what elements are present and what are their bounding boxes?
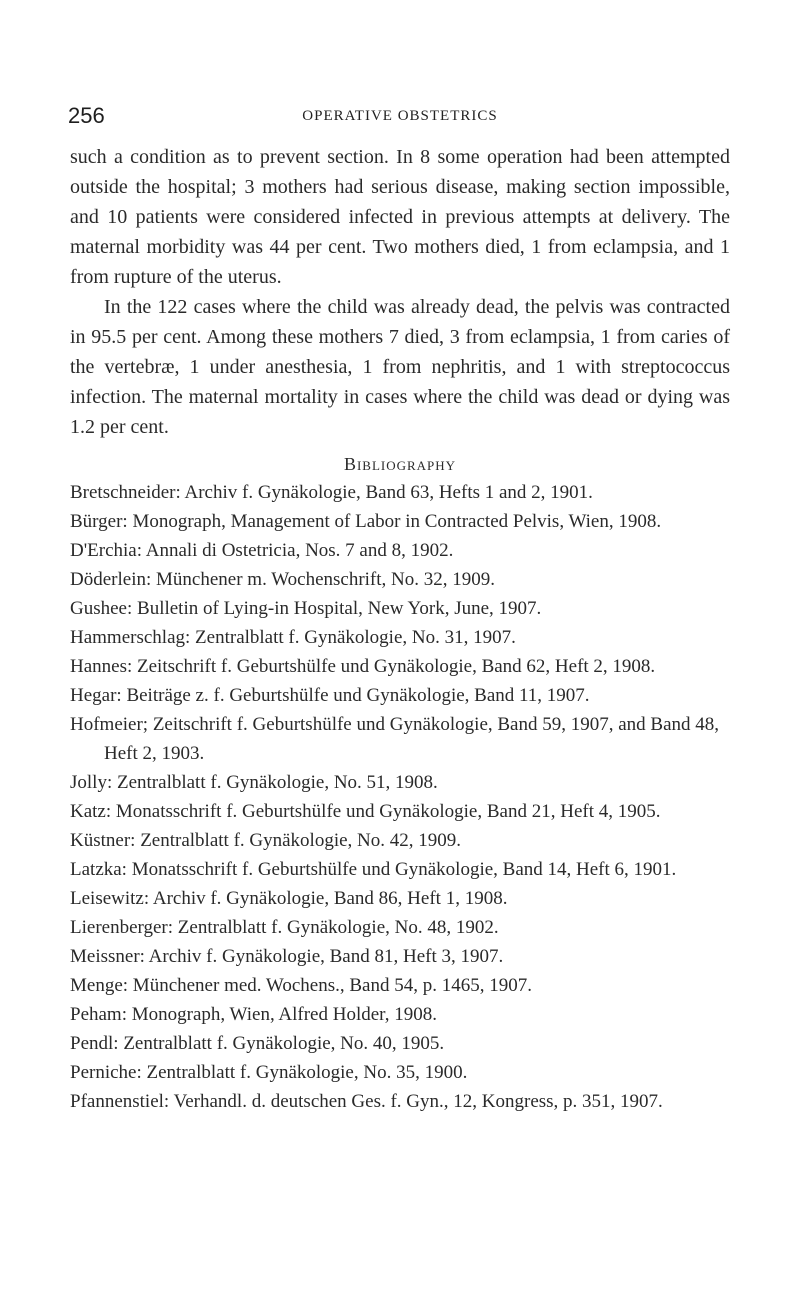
bibliography-entry (70, 478, 730, 507)
bibliography-entry (70, 565, 730, 594)
running-head (68, 102, 732, 132)
bibliography-reference: Münchener m. Wochenschrift, No. 32, 1909. (156, 569, 496, 590)
bibliography-author: Jolly: (70, 772, 113, 793)
bibliography-author: Meissner: (70, 946, 145, 967)
bibliography-author: Perniche: (70, 1062, 142, 1083)
bibliography-reference: Zentralblatt f. Gynäkologie, No. 48, 1902. (177, 917, 499, 938)
bibliography-author: D'Erchia: (70, 540, 143, 561)
bibliography-entry (70, 710, 730, 768)
bibliography-entry (70, 797, 730, 826)
bibliography-reference: Zentralblatt f. Gynäkologie, No. 40, 1905. (123, 1033, 445, 1054)
bibliography-entry (70, 594, 730, 623)
bibliography-entry (70, 913, 730, 942)
bibliography-heading: Bibliography (343, 454, 457, 474)
bibliography-entry (70, 681, 730, 710)
bibliography-author: Hannes: (70, 656, 133, 677)
bibliography-reference: Zentralblatt f. Gynäkologie, No. 31, 1907. (195, 627, 516, 648)
bibliography-author: Gushee: (70, 598, 133, 619)
bibliography-author: Hammerschlag: (70, 627, 191, 648)
bibliography-entry (70, 884, 730, 913)
bibliography-entry (70, 507, 730, 536)
running-title: OPERATIVE OBSTETRICS (302, 108, 498, 124)
body-text (70, 142, 730, 1116)
page-number: 256 (68, 103, 105, 128)
bibliography-entry (70, 826, 730, 855)
bibliography-list (70, 478, 730, 1116)
bibliography-reference: Zeitschrift f. Geburtshülfe und Gynäkologie, Band 59, 1907, and Band 48, Heft 2, 1903. (104, 714, 720, 764)
bibliography-author: Küstner: (70, 830, 136, 851)
bibliography-author: Hegar: (70, 685, 122, 706)
bibliography-entry (70, 1000, 730, 1029)
bibliography-reference: Verhandl. d. deutschen Ges. f. Gyn., 12, Kongress, p. 351, 1907. (173, 1091, 663, 1112)
bibliography-entry (70, 942, 730, 971)
bibliography-reference: Zeitschrift f. Geburtshülfe und Gynäkologie, Band 62, Heft 2, 1908. (137, 656, 656, 677)
bibliography-author: Menge: (70, 975, 129, 996)
bibliography-reference: Monograph, Wien, Alfred Holder, 1908. (131, 1004, 437, 1025)
bibliography-reference: Archiv f. Gynäkologie, Band 86, Heft 1, 1908. (152, 888, 508, 909)
bibliography-reference: Archiv f. Gynäkologie, Band 81, Heft 3, 1907. (148, 946, 504, 967)
bibliography-author: Latzka: (70, 859, 127, 880)
bibliography-author: Lierenberger: (70, 917, 174, 938)
bibliography-author: Leisewitz: (70, 888, 150, 909)
bibliography-entry (70, 855, 730, 884)
bibliography-entry (70, 536, 730, 565)
bibliography-entry (70, 623, 730, 652)
bibliography-author: Pfannenstiel: (70, 1091, 170, 1112)
bibliography-entry (70, 1029, 730, 1058)
bibliography-reference: Monatsschrift f. Geburtshülfe und Gynäkologie, Band 21, Heft 4, 1905. (115, 801, 661, 822)
bibliography-author: Pendl: (70, 1033, 119, 1054)
bibliography-reference: Bulletin of Lying-in Hospital, New York, June, 1907. (137, 598, 542, 619)
paragraph-continuation: such a condition as to prevent section. In 8 some operation had been attempted outside the hospital; 3 mothers had serious disease, making section impossible, and 10 patients were considered infected in previous attempts at delivery. The maternal morbidity was 44 per cent. Two mothers died, 1 from eclampsia, and 1 from rupture of the uterus. (70, 146, 730, 288)
bibliography-reference: Monatsschrift f. Geburtshülfe und Gynäkologie, Band 14, Heft 6, 1901. (131, 859, 677, 880)
bibliography-reference: Münchener med. Wochens., Band 54, p. 1465, 1907. (132, 975, 532, 996)
bibliography-reference: Zentralblatt f. Gynäkologie, No. 51, 1908. (116, 772, 438, 793)
bibliography-author: Hofmeier; (70, 714, 149, 735)
bibliography-entry (70, 971, 730, 1000)
bibliography-reference: Beiträge z. f. Geburtshülfe und Gynäkologie, Band 11, 1907. (126, 685, 590, 706)
bibliography-entry (70, 768, 730, 797)
bibliography-entry (70, 1087, 730, 1116)
bibliography-author: Katz: (70, 801, 112, 822)
bibliography-entry (70, 1058, 730, 1087)
bibliography-reference: Monograph, Management of Labor in Contracted Pelvis, Wien, 1908. (132, 511, 662, 532)
bibliography-entry (70, 652, 730, 681)
bibliography-author: Bürger: (70, 511, 128, 532)
bibliography-author: Döderlein: (70, 569, 152, 590)
bibliography-reference: Annali di Ostetricia, Nos. 7 and 8, 1902. (145, 540, 454, 561)
bibliography-author: Bretschneider: (70, 482, 181, 503)
bibliography-reference: Archiv f. Gynäkologie, Band 63, Hefts 1 and 2, 1901. (184, 482, 593, 503)
bibliography-reference: Zentralblatt f. Gynäkologie, No. 42, 1909. (140, 830, 462, 851)
bibliography-reference: Zentralblatt f. Gynäkologie, No. 35, 1900. (146, 1062, 468, 1083)
bibliography-author: Peham: (70, 1004, 127, 1025)
paragraph-dead-child-cases: In the 122 cases where the child was already dead, the pelvis was contracted in 95.5 per cent. Among these mothers 7 died, 3 from eclampsia, 1 from caries of the vertebræ, 1 under anesthesia, 1 from nephritis, and 1 with streptococcus infection. The maternal mortality in cases where the child was dead or dying was 1.2 per cent. (70, 296, 730, 438)
